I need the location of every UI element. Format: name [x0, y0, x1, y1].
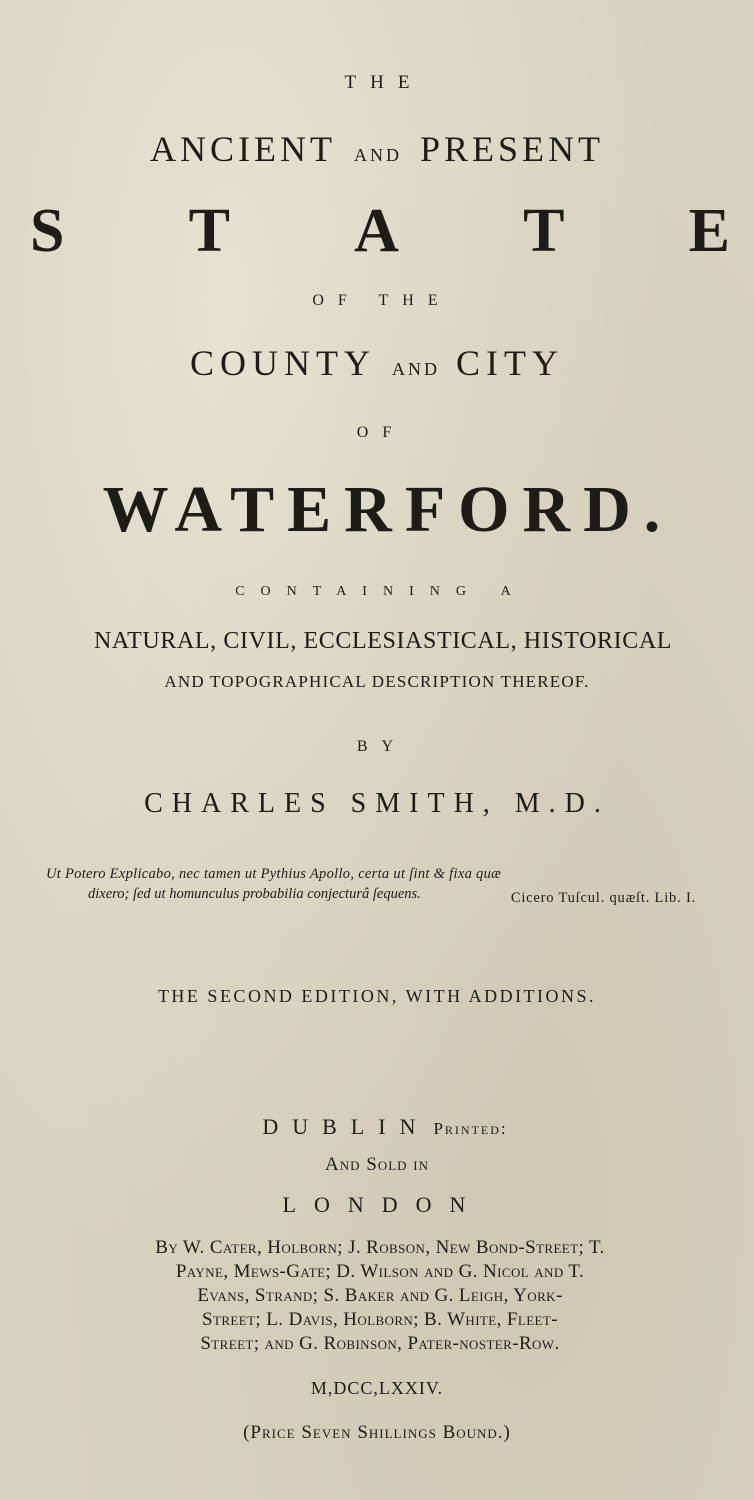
bookseller-line: Payne, Mews-Gate; D. Wilson and G. Nicol and T.: [175, 1261, 585, 1282]
imprint-booksellers: [60, 1236, 700, 1356]
edition-statement: THE SECOND EDITION, WITH ADDITIONS.: [157, 986, 597, 1006]
imprint-and-sold-in: And Sold in: [325, 1154, 429, 1175]
word-present: PRESENT: [419, 129, 604, 169]
latin-motto: [46, 864, 706, 908]
imprint-price: (Price Seven Shillings Bound.): [243, 1422, 511, 1443]
imprint-date: M,DCC,LXXIV.: [310, 1378, 444, 1398]
heading-state: [30, 196, 730, 267]
heading-waterford: WATERFORD.: [102, 473, 674, 546]
heading-by: BY: [356, 738, 408, 755]
state-letter: S: [30, 197, 65, 265]
state-letter: E: [688, 197, 730, 265]
word-and: AND: [392, 359, 440, 379]
heading-ancient-and-present: [0, 128, 754, 170]
heading-of: OF: [356, 424, 406, 441]
motto-line-1: Ut Potero Explicabo, nec tamen ut Pythius Apollo, certa ut ſint & fixa quæ: [46, 866, 502, 882]
word-and: AND: [353, 145, 402, 165]
bookseller-line: Evans, Strand; S. Baker and G. Leigh, York-: [197, 1285, 563, 1306]
author-name: CHARLES SMITH, M.D.: [144, 788, 610, 819]
imprint-dublin: [16, 1114, 754, 1140]
bookseller-line: Street; L. Davis, Holborn; B. White, Fleet-: [202, 1309, 558, 1330]
word-city: CITY: [456, 343, 564, 383]
heading-county-and-city: [0, 342, 754, 384]
heading-the: THE: [344, 72, 424, 93]
heading-containing: CONTAINING A: [235, 584, 527, 599]
motto-citation: Cicero Tuſcul. quæſt. Lib. I.: [510, 890, 696, 906]
state-letter: T: [188, 197, 230, 265]
description-line-1: NATURAL, CIVIL, ECCLESIASTICAL, HISTORICAL: [93, 628, 673, 654]
motto-line-2: dixero; ſed ut homunculus probabilia conjecturâ ſequens.: [88, 886, 421, 902]
word-ancient: ANCIENT: [149, 129, 336, 169]
heading-of-the: OF THE: [312, 292, 452, 309]
bookseller-line: Street; and G. Robinson, Pater-noſter-Row.: [200, 1333, 560, 1354]
imprint-london: LONDON: [282, 1192, 484, 1217]
word-printed: Printed:: [433, 1119, 508, 1138]
state-letter: T: [523, 197, 565, 265]
state-letter: A: [354, 197, 399, 265]
word-dublin: DUBLIN: [262, 1114, 430, 1139]
bookseller-line: By W. Cater, Holborn; J. Robson, New Bond-Street; T.: [155, 1237, 605, 1258]
word-county: COUNTY: [190, 343, 376, 383]
description-line-2: AND TOPOGRAPHICAL DESCRIPTION THEREOF.: [164, 672, 590, 691]
